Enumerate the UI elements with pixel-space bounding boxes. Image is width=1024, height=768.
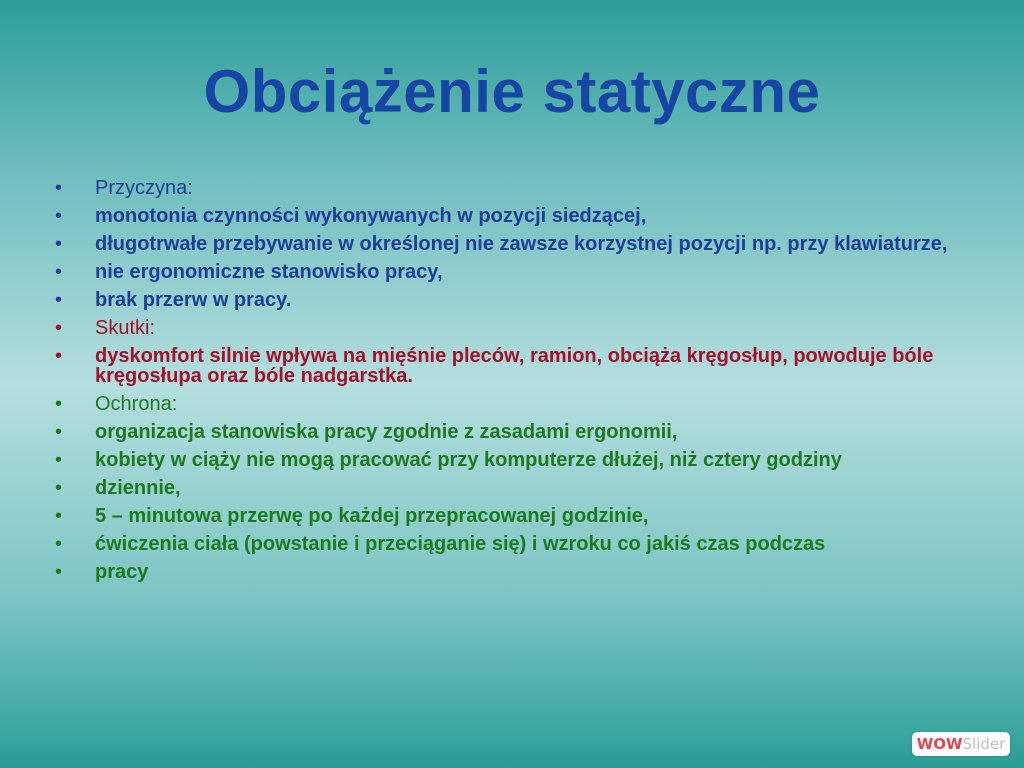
bullet-text: monotonia czynności wykonywanych w pozycji siedzącej, — [95, 205, 647, 227]
bullet-item — [50, 394, 980, 414]
bullet-dot-icon: • — [55, 533, 63, 555]
bullet-dot-icon: • — [55, 205, 63, 227]
bullet-text: 5 – minutowa przerwę po każdej przepracowanej godzinie, — [95, 505, 649, 527]
bullet-dot-icon: • — [55, 393, 63, 415]
bullet-text: pracy — [95, 561, 149, 583]
slide-title: Obciążenie statyczne — [203, 58, 821, 125]
badge-slider-text: Slider — [962, 735, 1006, 753]
wowslider-badge[interactable] — [912, 732, 1010, 756]
bullet-item — [50, 318, 980, 338]
bullet-text: Przyczyna: — [95, 177, 193, 199]
bullet-dot-icon: • — [55, 449, 63, 471]
bullet-dot-icon: • — [55, 233, 63, 255]
bullet-item — [50, 506, 980, 526]
bullet-item — [50, 478, 980, 498]
bullet-item — [50, 450, 980, 470]
bullet-item — [50, 346, 980, 386]
bullet-text: organizacja stanowiska pracy zgodnie z zasadami ergonomii, — [95, 421, 678, 443]
bullet-item — [50, 178, 980, 198]
bullet-dot-icon: • — [55, 561, 63, 583]
bullet-dot-icon: • — [55, 477, 63, 499]
bullet-dot-icon: • — [55, 317, 63, 339]
bullet-dot-icon: • — [55, 261, 63, 283]
bullet-item — [50, 206, 980, 226]
bullet-text: kobiety w ciąży nie mogą pracować przy komputerze dłużej, niż cztery godziny — [95, 449, 842, 471]
bullet-text: Skutki: — [95, 317, 156, 339]
bullet-item — [50, 562, 980, 582]
bullet-dot-icon: • — [55, 421, 63, 443]
bullet-text: dziennie, — [95, 477, 181, 499]
bullet-dot-icon: • — [55, 289, 63, 311]
bullet-item — [50, 234, 980, 254]
bullet-text: Ochrona: — [95, 393, 178, 415]
bullet-dot-icon: • — [55, 177, 63, 199]
bullet-item — [50, 290, 980, 310]
bullet-list — [50, 178, 980, 590]
bullet-item — [50, 534, 980, 554]
bullet-text: ćwiczenia ciała (powstanie i przeciąganie się) i wzroku co jakiś czas podczas — [95, 533, 826, 555]
bullet-text: dyskomfort silnie wpływa na mięśnie pleców, ramion, obciąża kręgosłup, powoduje bóle kręgosłupa oraz bóle nadgarstka. — [95, 345, 934, 387]
bullet-text: nie ergonomiczne stanowisko pracy, — [95, 261, 443, 283]
bullet-item — [50, 262, 980, 282]
badge-wow-text: WOW — [916, 735, 963, 753]
bullet-text: długotrwałe przebywanie w określonej nie zawsze korzystnej pozycji np. przy klawiaturze, — [95, 233, 948, 255]
bullet-dot-icon: • — [55, 505, 63, 527]
bullet-item — [50, 422, 980, 442]
bullet-dot-icon: • — [55, 345, 63, 367]
bullet-text: brak przerw w pracy. — [95, 289, 292, 311]
